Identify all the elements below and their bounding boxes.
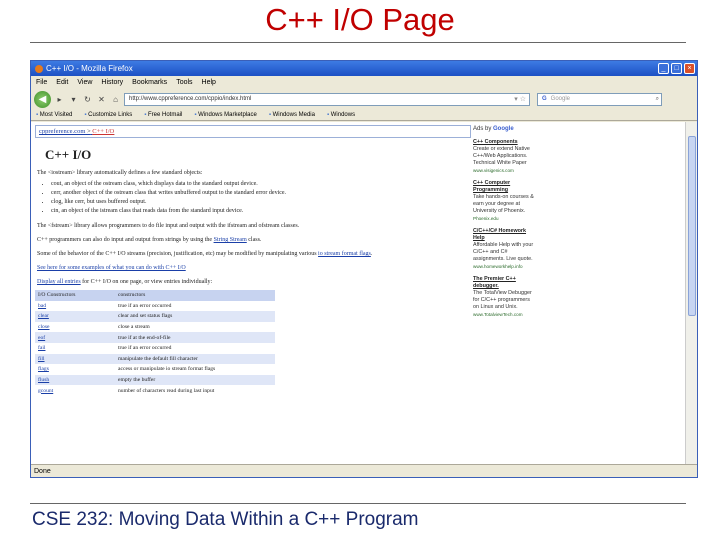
page-content: [31, 122, 698, 465]
menu-history[interactable]: History: [101, 79, 124, 86]
breadcrumb: [35, 125, 471, 138]
table-row: [35, 375, 275, 386]
function-link[interactable]: bad: [38, 302, 47, 309]
menu-help[interactable]: Help: [201, 79, 216, 86]
string-stream-link[interactable]: String Stream: [213, 237, 247, 243]
slide-footer: CSE 232: Moving Data Within a C++ Program: [32, 509, 419, 530]
ad-url[interactable]: www.homeworkhelp.info: [473, 264, 523, 269]
search-placeholder: Google: [550, 95, 571, 102]
table-header: constructors: [115, 290, 275, 301]
function-link[interactable]: close: [38, 324, 50, 331]
window-title: C++ I/O - Mozilla Firefox: [46, 64, 133, 73]
ad-body: The TotalView Debugger for C/C++ programmers on Linux and Unix.: [473, 290, 532, 310]
table-row: [35, 364, 275, 375]
ad-item[interactable]: [473, 276, 537, 318]
ads-by-google[interactable]: Ads by Google: [473, 126, 514, 132]
address-bar[interactable]: [124, 93, 530, 106]
footer-rule: [30, 503, 686, 504]
table-row: [35, 311, 275, 322]
title-rule: [30, 42, 686, 43]
bookmarks-toolbar: [31, 109, 697, 121]
examples-link[interactable]: See here for some examples of what you can do with C++ I/O: [37, 265, 186, 271]
function-description: access or manipulate io stream format flags: [118, 366, 216, 373]
table-row: [35, 301, 275, 312]
table-header-row: [35, 290, 275, 301]
search-icon[interactable]: ⌕: [655, 95, 659, 102]
table-row: [35, 343, 275, 354]
function-description: close a stream: [118, 324, 150, 331]
slide-title: C++ I/O Page: [265, 2, 455, 37]
table-row: [35, 354, 275, 365]
back-button[interactable]: ◀: [34, 91, 51, 108]
maximize-button[interactable]: □: [671, 63, 682, 74]
home-icon[interactable]: ⌂: [113, 94, 118, 104]
function-description: empty the buffer: [115, 375, 275, 386]
function-description: clear and set status flags: [115, 311, 275, 322]
reload-icon[interactable]: ↻: [84, 94, 91, 104]
menu-view[interactable]: View: [77, 79, 93, 86]
examples-text: [37, 264, 471, 272]
table-header[interactable]: I/O Constructors: [35, 290, 115, 301]
display-all-link[interactable]: Display all entries: [37, 279, 81, 285]
list-item: • cerr, another object of the ostream class that writes unbuffered output to the standard error device.: [51, 189, 471, 198]
menu-bar: [31, 76, 697, 89]
ad-item[interactable]: [473, 139, 537, 174]
bookmark-windows[interactable]: ▪ Windows: [327, 109, 355, 120]
function-description: true if an error occurred: [118, 302, 172, 309]
ad-title[interactable]: The Premier C++ debugger.: [473, 276, 516, 289]
menu-edit[interactable]: Edit: [56, 79, 69, 86]
page-heading: C++ I/O: [45, 147, 92, 162]
display-entries-text: Display all entries for C++ I/O on one page, or view entries individually:: [37, 279, 213, 285]
status-text: Done: [34, 468, 51, 475]
format-flags-link[interactable]: io stream format flags: [318, 251, 371, 257]
menu-bookmarks[interactable]: Bookmarks: [132, 79, 168, 86]
ad-url[interactable]: www.visigenics.com: [473, 168, 514, 173]
browser-window: [30, 60, 698, 478]
bookmark-windows-media[interactable]: ▪ Windows Media: [269, 109, 315, 120]
status-bar: [31, 464, 698, 477]
search-box[interactable]: [537, 93, 662, 106]
format-flags-text: Some of the behavior of the C++ I/O streams (precision, justification, etc) may be modified by manipulating various io stream format flags.: [37, 251, 373, 257]
close-button[interactable]: ×: [684, 63, 695, 74]
function-link[interactable]: flush: [35, 375, 115, 386]
forward-button[interactable]: ▸: [57, 94, 62, 104]
url-text: http://www.cppreference.com/cppio/index.html: [129, 95, 252, 102]
vertical-scrollbar[interactable]: [685, 122, 697, 465]
function-link[interactable]: fail: [38, 345, 46, 352]
ad-body: Take hands-on courses & earn your degree at University of Phoenix.: [473, 194, 534, 214]
stream-object-list: [51, 180, 471, 216]
list-item: • clog, like cerr, but uses buffered output.: [51, 198, 471, 207]
breadcrumb-current-link[interactable]: C++ I/O: [92, 128, 115, 135]
list-item: • cout, an object of the ostream class, which displays data to the standard output device.: [51, 180, 471, 189]
bookmark-star-icon[interactable]: ▾ ☆: [514, 95, 526, 103]
ad-item[interactable]: [473, 180, 537, 222]
function-link[interactable]: fill: [35, 354, 115, 365]
ad-item[interactable]: [473, 228, 537, 270]
function-link[interactable]: clear: [35, 311, 115, 322]
navigation-toolbar: [31, 89, 697, 109]
bookmark-windows-marketplace[interactable]: ▪ Windows Marketplace: [194, 109, 256, 120]
breadcrumb-root-link[interactable]: cppreference.com: [39, 128, 86, 135]
io-reference-table: [35, 290, 275, 396]
table-row: [35, 385, 275, 396]
ad-title[interactable]: C++ Components: [473, 139, 518, 145]
breadcrumb-separator: >: [87, 128, 91, 135]
ad-body: Create or extend Native C++/Web Applications. Technical White Paper: [473, 146, 530, 166]
function-description: true if an error occurred: [118, 345, 172, 352]
menu-file[interactable]: File: [36, 79, 48, 86]
ad-url[interactable]: Phoenix.edu: [473, 216, 499, 221]
function-link[interactable]: flags: [38, 366, 49, 373]
minimize-button[interactable]: _: [658, 63, 669, 74]
bookmark-free-hotmail[interactable]: ▪ Free Hotmail: [144, 109, 182, 120]
ad-url[interactable]: www.TotalviewTech.com: [473, 312, 523, 317]
function-description: manipulate the default fill character: [115, 354, 275, 365]
list-item: • cin, an object of the istream class that reads data from the standard input device.: [51, 207, 471, 216]
ad-title[interactable]: C/C++/C# Homework Help: [473, 228, 527, 241]
ad-title[interactable]: C++ Computer Programming: [473, 180, 511, 193]
scrollbar-thumb[interactable]: [688, 136, 696, 316]
fstream-text: The <fstream> library allows programmers to do file input and output with the ifstream and ofstream classes.: [37, 223, 300, 229]
intro-text: The <iostream> library automatically defines a few standard objects:: [37, 170, 203, 176]
ad-body: Affordable Help with your C/C++ and C# assignments. Live quote.: [473, 242, 534, 262]
function-link[interactable]: eof: [35, 332, 115, 343]
history-dropdown-icon[interactable]: ▾: [71, 94, 76, 104]
function-description: true if at the end-of-file: [115, 332, 275, 343]
firefox-icon: [35, 65, 43, 73]
cppio-page: [35, 125, 471, 396]
table-row: [35, 322, 275, 333]
google-ads-column: [473, 126, 537, 318]
bookmark-customize-links[interactable]: ▪ Customize Links: [84, 109, 132, 120]
table-row: [35, 332, 275, 343]
menu-tools[interactable]: Tools: [176, 79, 193, 86]
search-engine-icon[interactable]: G: [542, 95, 547, 102]
function-link[interactable]: gcount: [38, 387, 54, 394]
string-stream-text: C++ programmers can also do input and output from strings by using the String Stream class.: [37, 237, 262, 243]
function-description: number of characters read during last input: [118, 387, 215, 394]
bookmark-most-visited[interactable]: ▪ Most Visited: [36, 109, 72, 120]
stop-icon[interactable]: ✕: [98, 94, 105, 104]
window-titlebar: [31, 61, 697, 76]
